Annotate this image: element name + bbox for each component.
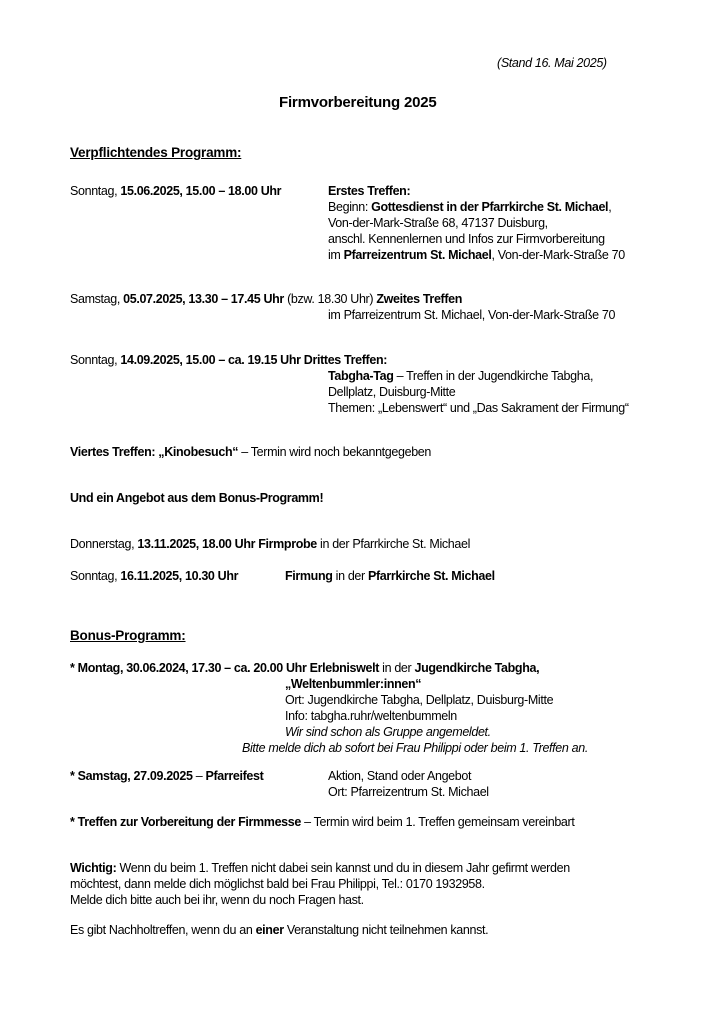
wichtig-line1 (70, 860, 570, 876)
wichtig-text1: Wenn du beim 1. Treffen nicht dabei sein kannst und du in diesem Jahr gefirmt werden (116, 861, 570, 875)
firmung-label: Firmung (285, 569, 333, 583)
treffen1-line4 (328, 247, 625, 263)
wichtig-line3: Melde dich bitte auch bei ihr, wenn du noch Fragen hast. (70, 893, 364, 907)
heading-bonus: Bonus-Programm: (70, 628, 186, 643)
bonus1-time: 30.06.2024, 17.30 – ca. 20.00 Uhr (126, 661, 307, 675)
bonus-note: Und ein Angebot aus dem Bonus-Programm! (70, 491, 324, 505)
treffen1-line3: anschl. Kennenlernen und Infos zur Firmvorbereitung (328, 232, 605, 246)
treffen1-time: 15.06.2025, 15.00 – 18.00 Uhr (120, 184, 282, 198)
bonus1-line2: „Weltenbummler:innen“ (285, 677, 422, 691)
bonus3-rest: – Termin wird beim 1. Treffen gemeinsam vereinbart (300, 815, 575, 829)
treffen2-line2: im Pfarreizentrum St. Michael, Von-der-Mark-Straße 70 (328, 308, 616, 322)
treffen3-line4: Themen: „Lebenswert“ und „Das Sakrament der Firmung“ (328, 401, 629, 415)
treffen1-gottesdienst: Gottesdienst in der Pfarrkirche St. Michael (371, 200, 609, 214)
treffen1-address: , Von-der-Mark-Straße 70 (491, 248, 625, 262)
firmprobe-time: 13.11.2025, 18.00 Uhr (137, 537, 256, 551)
treffen3-jugendkirche: – Treffen in der Jugendkirche Tabgha, (393, 369, 594, 383)
wichtig-line2: möchtest, dann melde dich möglichst bald bei Frau Philippi, Tel.: 0170 1932958. (70, 877, 485, 891)
treffen1-day: Sonntag, (70, 184, 121, 198)
wichtig-label: Wichtig: (70, 861, 117, 875)
treffen1-im: im (328, 248, 344, 262)
treffen1-label: Erstes Treffen: (328, 184, 411, 198)
bonus1-line5: Wir sind schon als Gruppe angemeldet. (285, 725, 491, 739)
firmprobe-label: Firmprobe (255, 537, 317, 551)
treffen4-rest: – Termin wird noch bekanntgegeben (238, 445, 432, 459)
treffen3-label: Drittes Treffen: (300, 353, 388, 367)
bonus1-place: Jugendkirche Tabgha, (414, 661, 540, 675)
bonus1-prefix: * Montag, (70, 661, 127, 675)
treffen1-pfarreizentrum: Pfarreizentrum St. Michael (343, 248, 492, 262)
bonus2-right2: Ort: Pfarreizentrum St. Michael (328, 785, 489, 799)
bonus3-line (70, 814, 574, 830)
treffen3-line3: Dellplatz, Duisburg-Mitte (328, 385, 456, 399)
bonus1-line3: Ort: Jugendkirche Tabgha, Dellplatz, Duisburg-Mitte (285, 693, 554, 707)
treffen3-line2 (328, 368, 593, 384)
firmprobe-day: Donnerstag, (70, 537, 138, 551)
stand-date: (Stand 16. Mai 2025) (497, 56, 607, 70)
bonus3-label: * Treffen zur Vorbereitung der Firmmesse (70, 815, 301, 829)
treffen1-beginn: Beginn: (328, 200, 372, 214)
firmprobe-rest: in der Pfarrkirche St. Michael (316, 537, 471, 551)
bonus1-line4: Info: tabgha.ruhr/weltenbummeln (285, 709, 457, 723)
nachhol-text2: Veranstaltung nicht teilnehmen kannst. (283, 923, 489, 937)
bonus1-line6: Bitte melde dich ab sofort bei Frau Philippi oder beim 1. Treffen an. (242, 741, 588, 755)
treffen2-label: Zweites Treffen (376, 292, 463, 306)
treffen1-comma: , (608, 200, 612, 214)
firmung-place: Pfarrkirche St. Michael (367, 569, 495, 583)
firmung-mid: in der (332, 569, 368, 583)
bonus2-label: Pfarreifest (205, 769, 264, 783)
treffen1-line1 (328, 199, 611, 215)
nachhol-text1: Es gibt Nachholtreffen, wenn du an (70, 923, 256, 937)
treffen4-line (70, 444, 431, 460)
firmung-date (70, 568, 238, 584)
bonus2-line1 (70, 768, 263, 784)
treffen2-line1 (70, 291, 462, 307)
page-title: Firmvorbereitung 2025 (279, 94, 437, 111)
nachhol-line (70, 922, 488, 938)
treffen3-tabgha-tag: Tabgha-Tag (328, 369, 394, 383)
firmung-desc (285, 568, 495, 584)
treffen2-time: 05.07.2025, 13.30 – 17.45 Uhr (123, 292, 284, 306)
bonus2-prefix: * Samstag, (70, 769, 134, 783)
bonus2-date: 27.09.2025 (133, 769, 193, 783)
firmprobe-line (70, 536, 470, 552)
firmung-time: 16.11.2025, 10.30 Uhr (120, 569, 239, 583)
treffen4-label: Viertes Treffen: „Kinobesuch“ (70, 445, 239, 459)
treffen3-time: 14.09.2025, 15.00 – ca. 19.15 Uhr (120, 353, 301, 367)
firmung-day: Sonntag, (70, 569, 121, 583)
bonus2-right1: Aktion, Stand oder Angebot (328, 769, 472, 783)
heading-verpflichtend: Verpflichtendes Programm: (70, 145, 242, 160)
treffen2-extra: (bzw. 18.30 Uhr) (283, 292, 377, 306)
bonus1-mid: in der (379, 661, 415, 675)
treffen1-date (70, 183, 281, 199)
nachhol-einer: einer (255, 923, 284, 937)
bonus1-label: Erlebniswelt (306, 661, 380, 675)
treffen3-line1 (70, 352, 387, 368)
bonus2-dash: – (192, 769, 206, 783)
treffen2-day: Samstag, (70, 292, 124, 306)
treffen3-day: Sonntag, (70, 353, 121, 367)
treffen1-line2: Von-der-Mark-Straße 68, 47137 Duisburg, (328, 216, 548, 230)
bonus1-line1 (70, 660, 539, 676)
